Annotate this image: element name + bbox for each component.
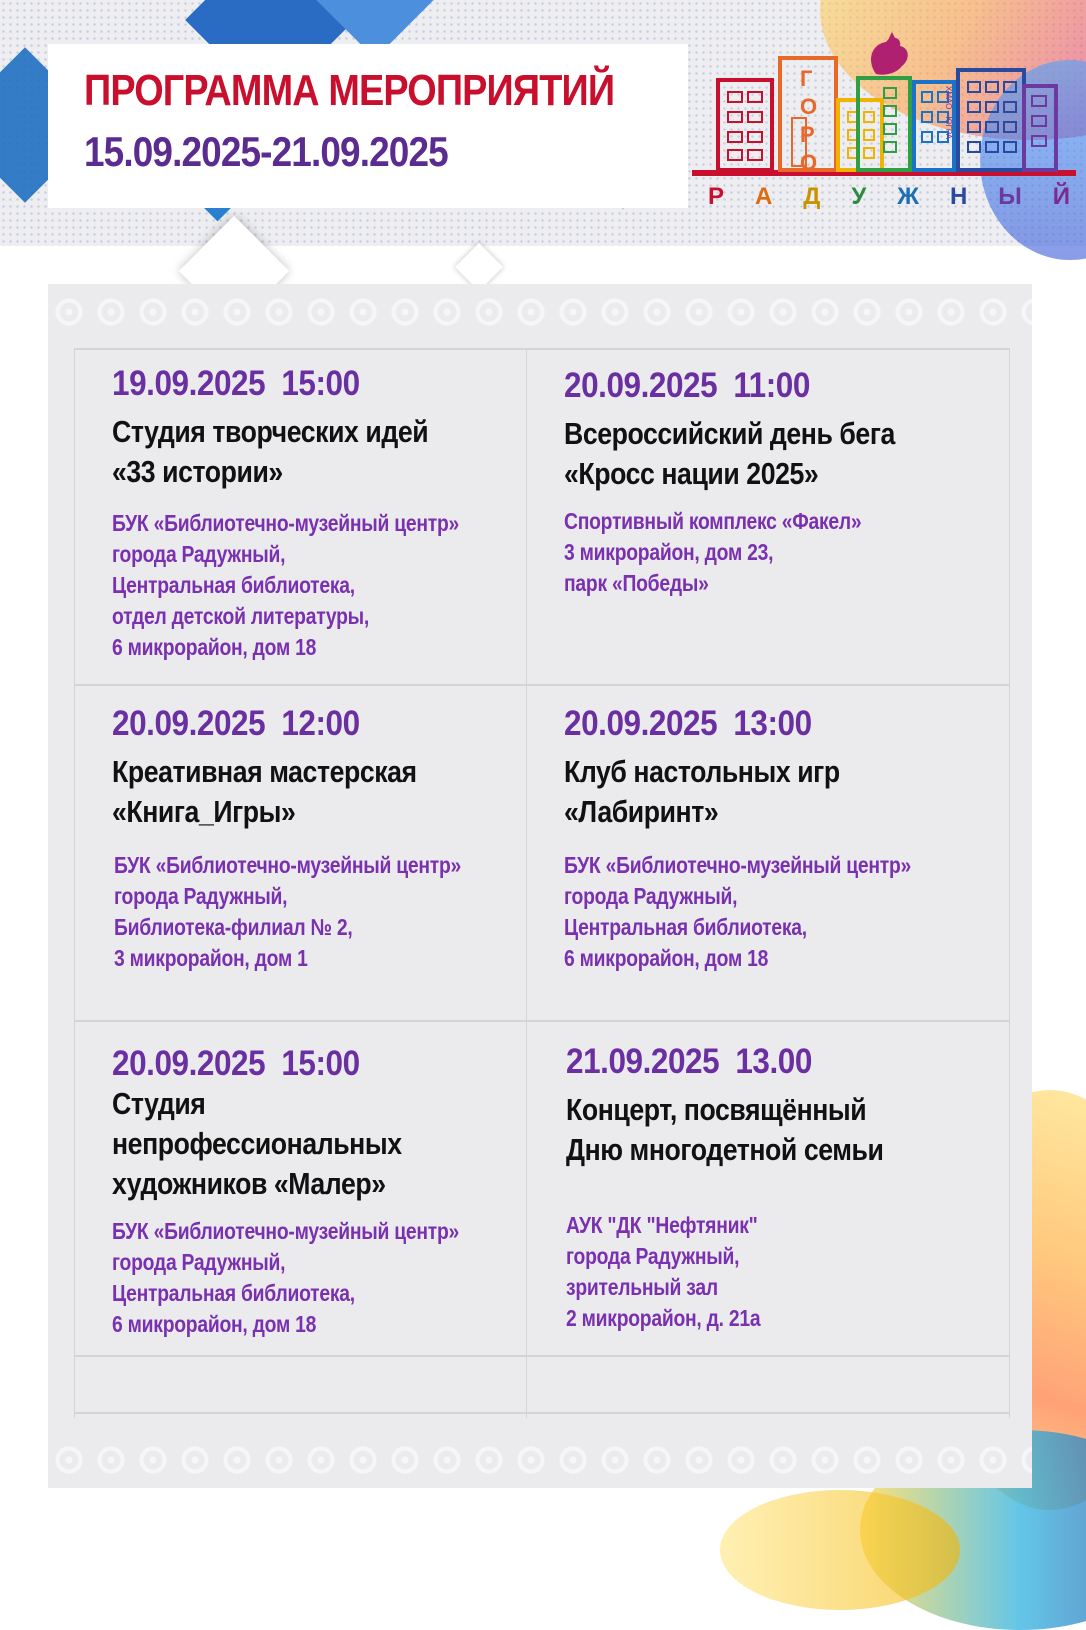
event-date: 20.09.2025 (564, 366, 718, 405)
event-venue-line: 6 микрорайон, дом 18 (112, 1311, 317, 1337)
event-venue (566, 1210, 760, 1334)
event-venue-line: зрительный зал (566, 1274, 718, 1300)
logo-city-letter: Р (708, 183, 725, 210)
event-title-line: «33 истории» (112, 454, 283, 489)
event-title-line: «Книга_Игры» (112, 794, 296, 829)
logo-city-letter: У (851, 183, 867, 210)
event-venue-line: города Радужный, (112, 1249, 286, 1275)
event-title-line: Дню многодетной семьи (566, 1132, 884, 1167)
logo-city-letter: Н (949, 183, 968, 210)
event-time: 15:00 (281, 364, 360, 403)
event-venue-line: города Радужный, (564, 883, 738, 909)
rainbow-swoosh (720, 1490, 960, 1610)
grid-divider (74, 348, 75, 1418)
date-range: 15.09.2025-21.09.2025 (84, 128, 448, 175)
event-venue (112, 508, 459, 663)
event-datetime (112, 1044, 490, 1084)
event-venue-line: АУК "ДК "Нефтяник" (566, 1212, 758, 1238)
event-datetime (564, 704, 942, 744)
event-venue-line: БУК «Библиотечно-музейный центр» (112, 1218, 460, 1244)
event-title (112, 1084, 473, 1204)
event-venue-line: 6 микрорайон, дом 18 (112, 634, 317, 660)
event-venue-line: Центральная библиотека, (112, 1280, 355, 1306)
grid-divider (74, 684, 1009, 686)
event-venue-line: 3 микрорайон, дом 23, (564, 539, 774, 565)
event-datetime (564, 366, 942, 406)
logo-letter: О (800, 94, 818, 119)
event-venue (112, 1216, 459, 1340)
event-venue (564, 850, 911, 974)
event-title-line: Концерт, посвящённый (566, 1092, 867, 1127)
event-venue-line: 6 микрорайон, дом 18 (564, 945, 769, 971)
event-time: 12:00 (281, 704, 360, 743)
logo-city-letter: Ж (897, 183, 919, 210)
event-card (566, 1042, 986, 1331)
event-card (112, 364, 532, 660)
event-title-line: «Лабиринт» (564, 794, 719, 829)
event-title-line: Студия (112, 1086, 206, 1121)
event-venue-line: Спортивный комплекс «Факел» (564, 508, 862, 534)
event-card (112, 704, 532, 971)
event-venue-line: Центральная библиотека, (564, 914, 807, 940)
event-title (566, 1090, 927, 1170)
event-venue-line: отдел детской литературы, (112, 603, 370, 629)
logo-city-letter: Й (1052, 183, 1070, 210)
event-title-line: непрофессиональных (112, 1126, 402, 1161)
logo-city-name (708, 183, 1070, 211)
event-venue-line: города Радужный, (566, 1243, 740, 1269)
event-datetime (112, 364, 490, 404)
event-time: 11:00 (733, 366, 810, 405)
event-date: 20.09.2025 (112, 704, 266, 743)
event-card (564, 704, 984, 971)
event-datetime (566, 1042, 944, 1082)
logo-city-letter: Ы (998, 183, 1022, 210)
grid-divider (74, 1355, 1009, 1357)
event-date: 21.09.2025 (566, 1042, 720, 1081)
event-venue-line: 2 микрорайон, д. 21а (566, 1305, 761, 1331)
event-venue (114, 850, 461, 974)
event-title-line: художников «Малер» (112, 1166, 386, 1201)
event-title (564, 414, 925, 494)
event-title (112, 752, 473, 832)
event-title-line: Всероссийский день бега (564, 416, 895, 451)
event-venue-line: 3 микрорайон, дом 1 (114, 945, 308, 971)
event-venue (564, 506, 861, 599)
grid-divider (1009, 348, 1010, 1418)
event-date: 20.09.2025 (564, 704, 718, 743)
event-title-line: Студия творческих идей (112, 414, 429, 449)
logo-region: ХМАО - ЮГРА (944, 86, 953, 140)
event-venue-line: БУК «Библиотечно-музейный центр» (112, 510, 460, 536)
event-time: 13.00 (735, 1042, 812, 1081)
event-title (564, 752, 925, 832)
logo-letter: Г (800, 66, 813, 91)
event-venue-line: города Радужный, (114, 883, 288, 909)
grid-divider (74, 348, 1009, 350)
ornament-band-top (48, 288, 1032, 336)
logo-city-letter: Д (803, 183, 821, 210)
event-title-line: «Кросс нации 2025» (564, 456, 819, 491)
event-date: 20.09.2025 (112, 1044, 266, 1083)
ornament-band-bottom (48, 1436, 1032, 1484)
event-title-line: Креативная мастерская (112, 754, 417, 789)
event-title (112, 412, 473, 492)
event-time: 15:00 (281, 1044, 360, 1083)
grid-divider (74, 1020, 1009, 1022)
event-card (564, 366, 984, 596)
event-title-line: Клуб настольных игр (564, 754, 840, 789)
grid-divider (526, 348, 527, 1418)
logo-letter: О (800, 150, 818, 175)
grid-divider (74, 1412, 1009, 1414)
event-venue-line: города Радужный, (112, 541, 286, 567)
logo-letter: Р (800, 122, 815, 147)
event-card (112, 1044, 532, 1337)
event-venue-line: БУК «Библиотечно-музейный центр» (114, 852, 462, 878)
event-venue-line: Центральная библиотека, (112, 572, 355, 598)
event-datetime (112, 704, 490, 744)
page-title: ПРОГРАММА МЕРОПРИЯТИЙ (84, 66, 615, 115)
logo-city-letter: А (754, 183, 773, 210)
event-venue-line: БУК «Библиотечно-музейный центр» (564, 852, 912, 878)
event-venue-line: парк «Победы» (564, 570, 709, 596)
event-venue-line: Библиотека-филиал № 2, (114, 914, 353, 940)
event-date: 19.09.2025 (112, 364, 266, 403)
event-time: 13:00 (733, 704, 812, 743)
